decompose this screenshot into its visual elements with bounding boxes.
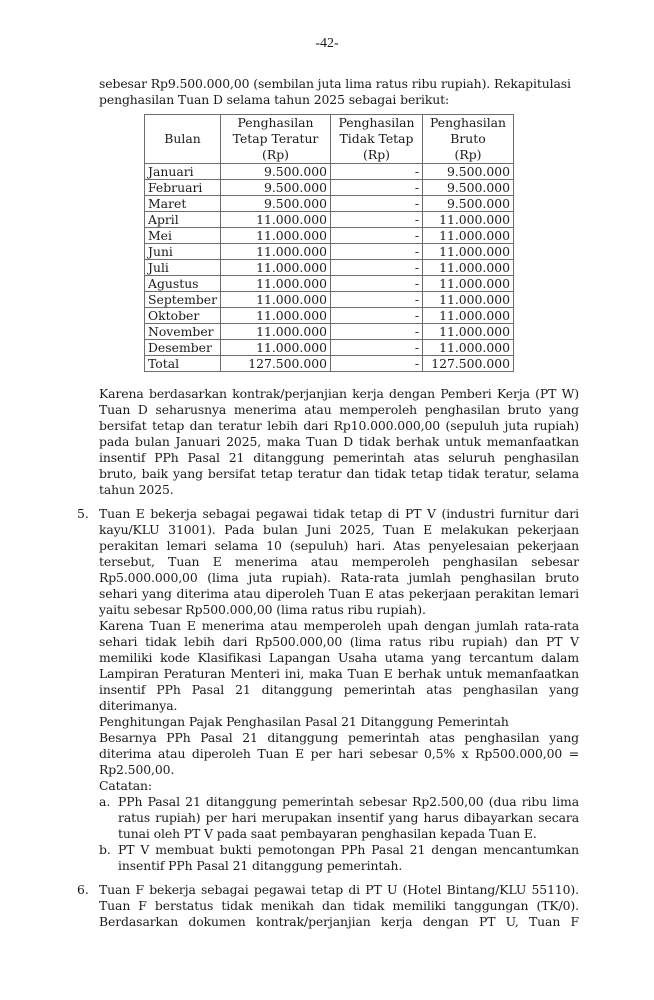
note-b-text: PT V membuat bukti pemotongan PPh Pasal 21 dengan mencantumkan insentif PPh Pasal 21 ditanggung pemerintah. <box>118 842 579 873</box>
page-number: -42- <box>315 36 339 51</box>
tidak-tetap-cell: - <box>331 180 423 196</box>
header-bruto <box>423 115 514 164</box>
tidak-tetap-cell: - <box>331 196 423 212</box>
header-line: Tidak Tetap <box>339 131 414 146</box>
tidak-tetap-cell: - <box>331 164 423 180</box>
header-tidak-tetap <box>331 115 423 164</box>
table-header-row <box>145 115 514 164</box>
month-cell: April <box>145 212 221 228</box>
item-5-paragraph-2: Karena Tuan E menerima atau memperoleh upah dengan jumlah rata-rata sehari tidak lebih dari Rp500.000,00 (lima ratus ribu rupiah) dan PT V memiliki kode Klasifikasi Lapangan Usaha utama yang tercantum dalam Lampiran Peraturan Menteri ini, maka Tuan E berhak untuk memanfaatkan insentif PPh Pasal 21 ditanggung pemerintah atas penghasilan yang diterimanya. <box>99 618 579 713</box>
table-body <box>145 164 514 372</box>
month-cell: Juni <box>145 244 221 260</box>
table-row <box>145 244 514 260</box>
header-line <box>148 147 217 163</box>
month-cell: Agustus <box>145 276 221 292</box>
month-cell: Total <box>145 356 221 372</box>
month-cell: November <box>145 324 221 340</box>
bruto-cell: 11.000.000 <box>423 228 514 244</box>
note-b-marker: b. <box>99 842 111 857</box>
table-row <box>145 164 514 180</box>
intro-line-2: penghasilan Tuan D selama tahun 2025 sebagai berikut: <box>99 92 450 107</box>
table-row <box>145 180 514 196</box>
table-row <box>145 196 514 212</box>
intro-line-1: sebesar Rp9.500.000,00 (sembilan juta lima ratus ribu rupiah). Rekapitulasi <box>99 76 571 91</box>
note-a-marker: a. <box>99 794 111 809</box>
tidak-tetap-cell: - <box>331 276 423 292</box>
item-6-number: 6. <box>77 882 89 897</box>
month-cell: Oktober <box>145 308 221 324</box>
header-tetap-teratur <box>221 115 331 164</box>
bruto-cell: 11.000.000 <box>423 308 514 324</box>
item-5-calc-heading: Penghitungan Pajak Penghasilan Pasal 21 Ditanggung Pemerintah <box>99 714 509 729</box>
header-line: Bruto <box>450 131 486 146</box>
header-line: Penghasilan <box>237 115 314 130</box>
month-cell: Februari <box>145 180 221 196</box>
month-cell: Juli <box>145 260 221 276</box>
header-line: (Rp) <box>262 147 289 162</box>
bruto-cell: 11.000.000 <box>423 276 514 292</box>
header-line: (Rp) <box>454 147 482 162</box>
tetap-teratur-cell: 9.500.000 <box>221 196 331 212</box>
conclusion-tuan-d: Karena berdasarkan kontrak/perjanjian kerja dengan Pemberi Kerja (PT W) Tuan D seharusnya menerima atau memperoleh penghasilan bruto yang bersifat tetap dan teratur lebih dari Rp10.000.000,00 (sepuluh juta rupiah) pada bulan Januari 2025, maka Tuan D tidak berhak untuk memanfaatkan insentif PPh Pasal 21 ditanggung pemerintah atas seluruh penghasilan bruto, baik yang bersifat tetap teratur dan tidak tetap tidak teratur, selama tahun 2025. <box>99 386 579 497</box>
tetap-teratur-cell: 127.500.000 <box>221 356 331 372</box>
tetap-teratur-cell: 9.500.000 <box>221 164 331 180</box>
month-cell: Desember <box>145 340 221 356</box>
tetap-teratur-cell: 11.000.000 <box>221 308 331 324</box>
tetap-teratur-cell: 11.000.000 <box>221 324 331 340</box>
bruto-cell: 9.500.000 <box>423 196 514 212</box>
tetap-teratur-cell: 11.000.000 <box>221 212 331 228</box>
tetap-teratur-cell: 11.000.000 <box>221 228 331 244</box>
tetap-teratur-cell: 11.000.000 <box>221 260 331 276</box>
item-5-notes-label: Catatan: <box>99 778 152 793</box>
table-row <box>145 324 514 340</box>
item-5-number: 5. <box>77 506 89 521</box>
tetap-teratur-cell: 11.000.000 <box>221 292 331 308</box>
month-cell: Mei <box>145 228 221 244</box>
bruto-cell: 11.000.000 <box>423 212 514 228</box>
header-line: Penghasilan <box>338 115 415 130</box>
income-recap-table <box>144 114 514 372</box>
header-line: Bulan <box>164 131 201 146</box>
item-6-paragraph: Tuan F bekerja sebagai pegawai tetap di PT U (Hotel Bintang/KLU 55110). Tuan F berstatus tidak menikah dan tidak memiliki tanggungan (TK/0). Berdasarkan dokumen kontrak/perjanjian kerja dengan PT U, Tuan F <box>99 882 579 929</box>
bruto-cell: 11.000.000 <box>423 324 514 340</box>
header-bulan <box>145 115 221 164</box>
item-5-paragraph-3: Besarnya PPh Pasal 21 ditanggung pemerintah atas penghasilan yang diterima atau diperoleh Tuan E per hari sebesar 0,5% x Rp500.000,00 = Rp2.500,00. <box>99 730 579 777</box>
tetap-teratur-cell: 11.000.000 <box>221 340 331 356</box>
header-line: (Rp) <box>363 147 390 162</box>
month-cell: Januari <box>145 164 221 180</box>
tetap-teratur-cell: 11.000.000 <box>221 244 331 260</box>
table-row <box>145 308 514 324</box>
tidak-tetap-cell: - <box>331 228 423 244</box>
tidak-tetap-cell: - <box>331 292 423 308</box>
header-line: Tetap Teratur <box>232 131 319 146</box>
table-row <box>145 228 514 244</box>
bruto-cell: 9.500.000 <box>423 180 514 196</box>
item-5-paragraph-1: Tuan E bekerja sebagai pegawai tidak tetap di PT V (industri furnitur dari kayu/KLU 31001). Pada bulan Juni 2025, Tuan E melakukan pekerjaan perakitan lemari selama 10 (sepuluh) hari. Atas penyelesaian pekerjaan tersebut, Tuan E menerima atau memperoleh penghasilan sebesar Rp5.000.000,00 (lima juta rupiah). Rata-rata jumlah penghasilan bruto sehari yang diterima atau diperoleh Tuan E atas pekerjaan perakitan lemari yaitu sebesar Rp500.000,00 (lima ratus ribu rupiah). <box>99 506 579 617</box>
table-row <box>145 260 514 276</box>
tidak-tetap-cell: - <box>331 324 423 340</box>
header-line: Penghasilan <box>429 115 507 130</box>
tidak-tetap-cell: - <box>331 244 423 260</box>
bruto-cell: 127.500.000 <box>423 356 514 372</box>
month-cell: September <box>145 292 221 308</box>
bruto-cell: 11.000.000 <box>423 260 514 276</box>
tidak-tetap-cell: - <box>331 212 423 228</box>
bruto-cell: 11.000.000 <box>423 244 514 260</box>
tetap-teratur-cell: 9.500.000 <box>221 180 331 196</box>
bruto-cell: 11.000.000 <box>423 292 514 308</box>
tetap-teratur-cell: 11.000.000 <box>221 276 331 292</box>
month-cell: Maret <box>145 196 221 212</box>
table-row <box>145 292 514 308</box>
bruto-cell: 11.000.000 <box>423 340 514 356</box>
header-line <box>148 115 217 131</box>
note-a-text: PPh Pasal 21 ditanggung pemerintah sebesar Rp2.500,00 (dua ribu lima ratus rupiah) per hari merupakan insentif yang harus dibayarkan secara tunai oleh PT V pada saat pembayaran penghasilan kepada Tuan E. <box>118 794 579 841</box>
table-row <box>145 212 514 228</box>
tidak-tetap-cell: - <box>331 356 423 372</box>
bruto-cell: 9.500.000 <box>423 164 514 180</box>
tidak-tetap-cell: - <box>331 260 423 276</box>
tidak-tetap-cell: - <box>331 340 423 356</box>
tidak-tetap-cell: - <box>331 308 423 324</box>
table-row <box>145 340 514 356</box>
table-total-row <box>145 356 514 372</box>
table-row <box>145 276 514 292</box>
